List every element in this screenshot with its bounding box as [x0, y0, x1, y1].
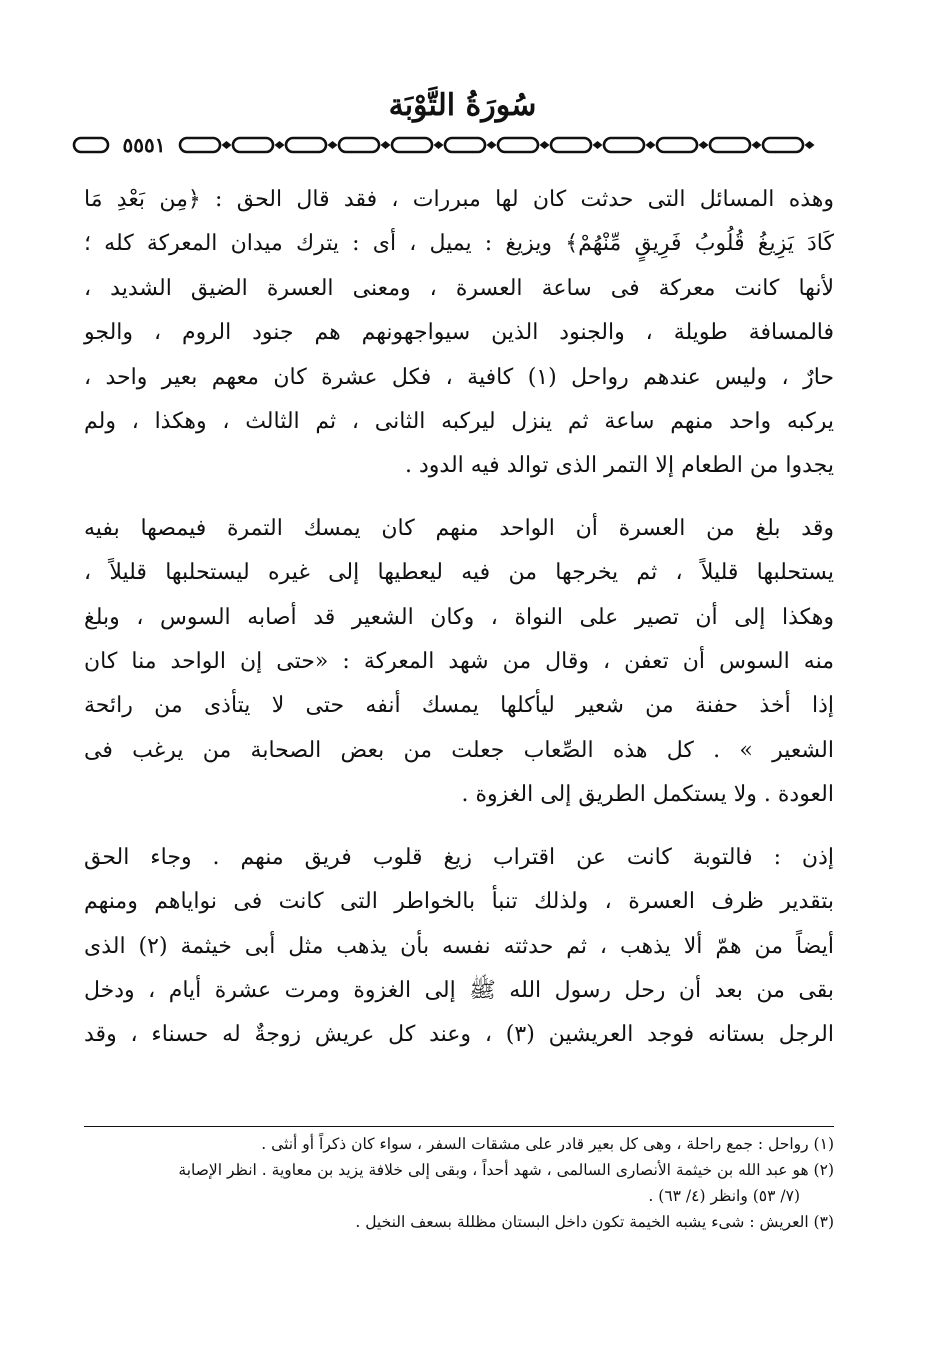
text-line: حارٌ ، وليس عندهم رواحل (١) كافية ، فكل عشرة كان معهم بعير واحد ،	[84, 364, 834, 390]
paragraph-1	[84, 178, 834, 489]
text-line: يستحلبها قليلاً ، ثم يخرجها من فيه ليعطيها إلى غيره ليستحلبها قليلاً ،	[84, 560, 834, 586]
text-line: بتقدير ظرف العسرة ، ولذلك تنبأ بالخواطر التى كانت فى نواياهم ومنهم	[84, 889, 834, 915]
text-line: وهكذا إلى أن تصير على النواة ، وكان الشعير قد أصابه السوس ، وبلغ	[84, 604, 834, 630]
header-ornament	[72, 134, 834, 156]
text-line: فالمسافة طويلة ، والجنود الذين سيواجهونهم هم جنود الروم ، والجو	[84, 320, 834, 346]
footnote-line: (٢) هو عبد الله بن خيثمة الأنصارى السالمى ، شهد أحداً ، وبقى إلى خلافة يزيد بن معاوية . انظر الإصابة	[178, 1161, 834, 1179]
surah-title: سُورَةُ التَّوْبَة	[388, 88, 537, 123]
text-line: يركبه واحد منهم ساعة ثم ينزل ليركبه الثانى ، ثم الثالث ، وهكذا ، ولم	[84, 409, 834, 435]
paragraph-2	[84, 507, 834, 818]
text-line: منه السوس أن تعفن ، وقال من شهد المعركة : «حتى إن الواحد منا كان	[84, 649, 834, 675]
text-line: كَادَ يَزِيغُ قُلُوبُ فَرِيقٍ مِّنْهُمْ﴾ ويزيغ : يميل ، أى : يترك ميدان المعركة كله ؛	[84, 231, 834, 257]
footnote-line: (١) رواحل : جمع راحلة ، وهى كل بعير قادر على مشقات السفر ، سواء كان ذكراً أو أنثى .	[261, 1135, 834, 1153]
footnotes	[84, 1131, 834, 1235]
footnote-3	[84, 1209, 834, 1235]
text-line: إذن : فالتوبة كانت عن اقتراب زيغ قلوب فريق منهم . وجاء الحق	[84, 844, 834, 870]
text-line: يجدوا من الطعام إلا التمر الذى توالد فيه الدود .	[404, 453, 834, 479]
footnote-line: (٣) العريش : شىء يشبه الخيمة تكون داخل البستان مظللة بسعف النخيل .	[355, 1213, 834, 1231]
text-line: الشعير » . كل هذه الصِّعاب جعلت من بعض الصحابة من يرغب فى	[84, 737, 834, 763]
footnote-1	[84, 1131, 834, 1157]
text-line: أيضاً من همّ ألا يذهب ، ثم حدثته نفسه بأن يذهب مثل أبى خيثمة (٢) الذى	[84, 933, 834, 959]
footnote-line: (٧/ ٥٣) وانظر (٤/ ٦٣) .	[648, 1187, 800, 1205]
paragraph-3	[84, 836, 834, 1058]
footnote-2	[84, 1157, 834, 1209]
page-number: ٥٥٥١	[114, 130, 174, 160]
text-line: إذا أخذ حفنة من شعير ليأكلها يمسك أنفه حتى لا يتأذى من رائحة	[84, 693, 834, 719]
text-line: وقد بلغ من العسرة أن الواحد منهم كان يمسك التمرة فيمصها بفيه	[84, 515, 834, 541]
body-text	[84, 178, 834, 1058]
text-line: بقى من بعد أن رحل رسول الله ﷺ إلى الغزوة ومرت عشرة أيام ، ودخل	[84, 977, 834, 1003]
text-line: العودة . ولا يستكمل الطريق إلى الغزوة .	[461, 782, 834, 808]
text-line: الرجل بستانه فوجد العريشين (٣) ، وعند كل عريش زوجةٌ له حسناء ، وقد	[84, 1022, 834, 1048]
footnote-divider	[84, 1126, 834, 1127]
chain-ornament-icon	[72, 134, 834, 156]
text-line: وهذه المسائل التى حدثت كان لها مبررات ، فقد قال الحق : ﴿مِن بَعْدِ مَا	[84, 187, 834, 212]
text-line: لأنها كانت معركة فى ساعة العسرة ، ومعنى العسرة الضيق الشديد ،	[84, 275, 834, 301]
